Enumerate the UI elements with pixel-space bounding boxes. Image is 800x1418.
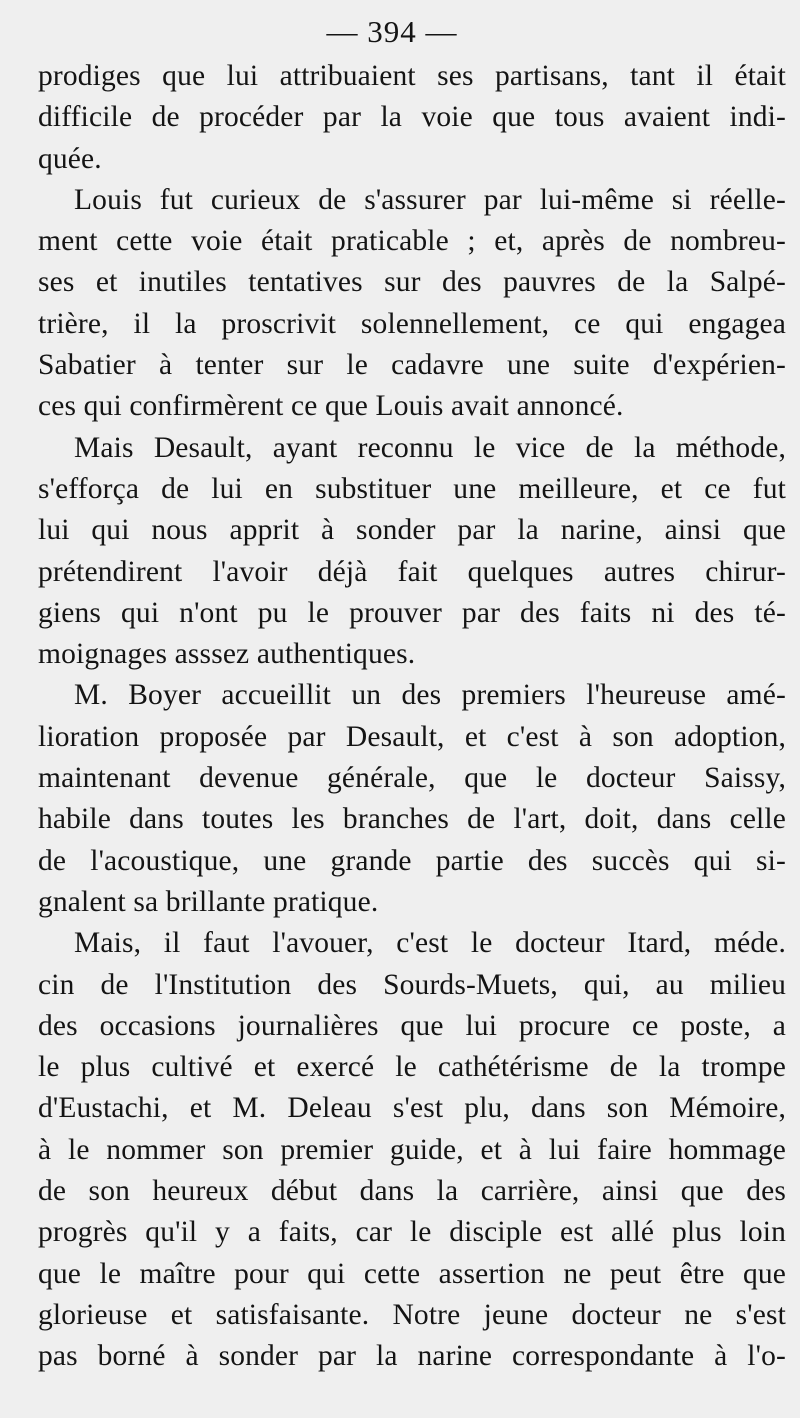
text-line: glorieuse et satisfaisante. Notre jeune docteur ne s'est [38,1298,786,1331]
text-line: de son heureux début dans la carrière, ainsi que des [38,1175,786,1208]
text-line: prodiges que lui attribuaient ses partisans, tant il était [38,60,786,92]
text-line: progrès qu'il y a faits, car le disciple est allé plus loin [38,1216,786,1249]
text-line: que le maître pour qui cette assertion ne peut être que [38,1257,786,1290]
text-line: moignages asssez authentiques. [38,638,416,671]
text-line: d'Eustachi, et M. Deleau s'est plu, dans son Mémoire, [38,1092,786,1125]
text-line: prétendirent l'avoir déjà fait quelques autres chirur- [38,555,786,588]
text-line: gnalent sa brillante pratique. [38,885,379,918]
text-line: maintenant devenue générale, que le docteur Saissy, [38,762,786,795]
text-line: trière, il la proscrivit solennellement, ce qui engagea [38,307,786,340]
text-line: Mais, il faut l'avouer, c'est le docteur Itard, méde. [74,927,786,960]
text-line: ses et inutiles tentatives sur des pauvres de la Salpé- [38,266,786,299]
text-line: le plus cultivé et exercé le cathétérisme de la trompe [38,1051,786,1084]
text-line: giens qui n'ont pu le prouver par des faits ni des té- [38,596,786,629]
text-line: de l'acoustique, une grande partie des succès qui si- [38,844,786,877]
text-line: quée. [38,142,102,175]
text-line: Sabatier à tenter sur le cadavre une suite d'expérien- [38,349,786,382]
text-line: ment cette voie était praticable ; et, après de nombreu- [38,225,786,258]
text-line: s'efforça de lui en substituer une meilleure, et ce fut [38,472,786,505]
text-line: difficile de procéder par la voie que tous avaient indi- [38,101,786,134]
text-line: lui qui nous apprit à sonder par la narine, ainsi que [38,514,786,547]
text-line: cin de l'Institution des Sourds-Muets, qui, au milieu [38,968,786,1001]
page-number: — 394 — [326,14,458,49]
text-line: Mais Desault, ayant reconnu le vice de la méthode, [74,431,786,464]
text-line: M. Boyer accueillit un des premiers l'heureuse amé- [74,679,786,712]
text-line: des occasions journalières que lui procure ce poste, a [38,1009,786,1042]
text-line: à le nommer son premier guide, et à lui faire hommage [38,1133,786,1166]
text-line: pas borné à sonder par la narine correspondante à l'o- [38,1340,786,1373]
text-line: ces qui confirmèrent ce que Louis avait annoncé. [38,390,624,423]
text-line: Louis fut curieux de s'assurer par lui-même si réelle- [74,183,786,216]
body-text [38,56,786,1378]
text-line: habile dans toutes les branches de l'art, doit, dans celle [38,803,786,836]
text-line: lioration proposée par Desault, et c'est à son adoption, [38,720,786,753]
